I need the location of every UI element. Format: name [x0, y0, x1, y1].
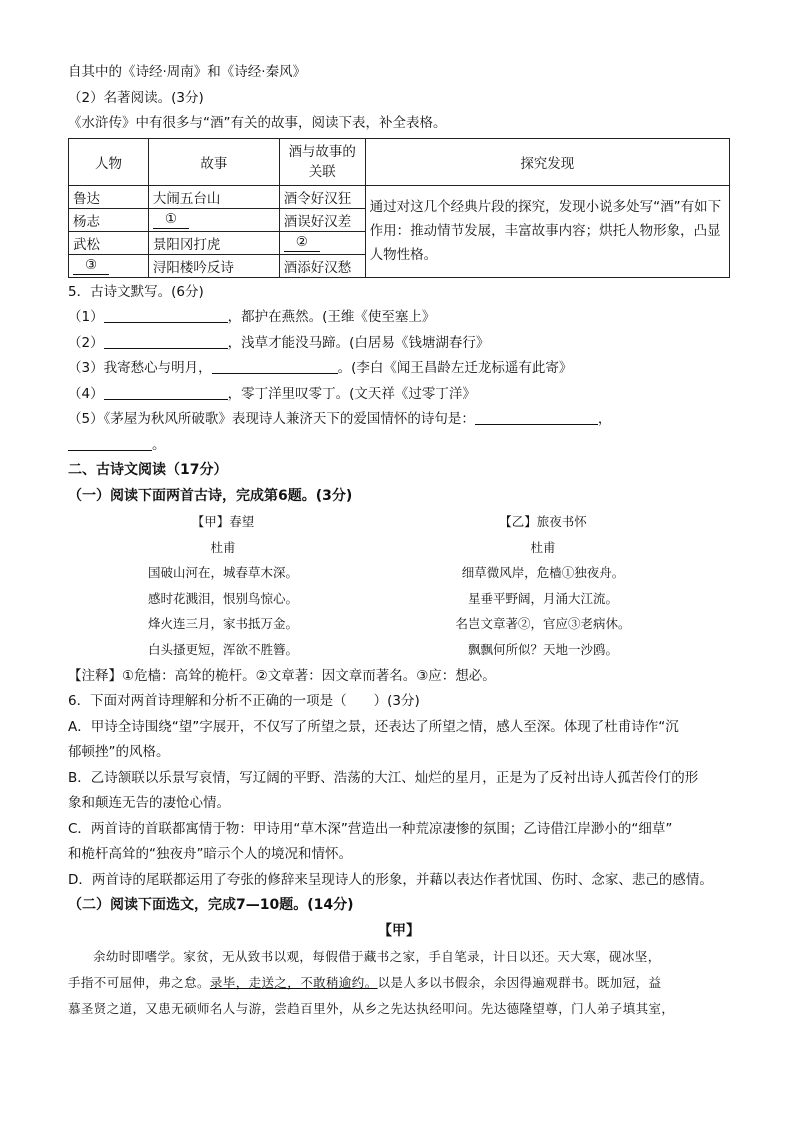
- q5-item-3: [68, 356, 730, 382]
- poems-block: [68, 509, 730, 664]
- answer-blank[interactable]: [475, 409, 598, 425]
- cell-link: 酒误好汉差: [279, 208, 365, 231]
- poem-line: 细草微风岸，危樯①独夜舟。: [461, 565, 625, 580]
- q5-item-5: [68, 407, 730, 433]
- cell-person: 鲁达: [69, 185, 149, 208]
- poem-author: 杜甫: [530, 539, 556, 555]
- option-a-line2[interactable]: 郁顿挫”的风格。: [68, 744, 170, 760]
- q5-item-text: ，: [597, 411, 612, 427]
- section-2-title: 二、古诗文阅读（17分）: [68, 462, 228, 478]
- blank-1[interactable]: ①: [153, 211, 189, 229]
- header-link-line1: 酒与故事的: [288, 143, 356, 160]
- question-5-title: 5．古诗文默写。(6分): [68, 283, 204, 300]
- q5-item-text: （5）《茅屋为秋风所破歌》表现诗人兼济天下的爱国情怀的诗句是：: [68, 411, 475, 427]
- q5-item-num: （1）: [68, 309, 104, 325]
- q5-item-num: （2）: [68, 334, 104, 351]
- passage-line: 慕圣贤之道，又患无硕师名人与游，尝趋百里外，从乡之先达执经叩问。先达德隆望尊，门人弟子填其室，: [68, 1001, 675, 1016]
- cell-finding: 通过对这几个经典片段的探究，发现小说多处写“酒”有如下作用：推动情节发展，丰富故事内容；烘托人物形象，凸显人物性格。: [365, 185, 729, 277]
- q5-item-text: ，都护在燕然。(王维《使至塞上》: [227, 309, 436, 325]
- answer-blank[interactable]: [68, 435, 152, 451]
- option-b-line1[interactable]: B．乙诗颔联以乐景写哀情，写辽阔的平野、浩荡的大江、灿烂的星月，正是为了反衬出诗人孤苦伶仃的形: [68, 769, 699, 786]
- answer-blank[interactable]: [104, 384, 228, 400]
- poem-title: 【乙】旅夜书怀: [499, 514, 587, 529]
- water-margin-table: [68, 138, 730, 278]
- table-header-row: [69, 138, 730, 185]
- cell-link: 酒令好汉狂: [279, 185, 365, 208]
- cell-person-blank[interactable]: [69, 254, 149, 277]
- q5-item-num: （4）: [68, 385, 104, 402]
- passage-line: 余幼时即嗜学。家贫，无从致书以观，每假借于藏书之家，手自笔录，计日以还。天大寒，砚冰坚，: [93, 949, 661, 964]
- q5-item-1: [68, 305, 730, 331]
- section-2-part-2-title: （二）阅读下面选文，完成7—10题。(14分): [68, 897, 354, 913]
- blank-2[interactable]: ②: [284, 234, 320, 252]
- annotation: 【注释】①危樯：高耸的桅杆。②文章著：因文章而著名。③应：想必。: [68, 668, 496, 684]
- cell-person: 杨志: [69, 208, 149, 231]
- q5-item-4: [68, 382, 730, 408]
- passage-underlined-sentence: 录毕，走送之，不敢稍逾约。: [209, 975, 378, 990]
- passage-text: [68, 944, 730, 1022]
- poem-line: 烽火连三月，家书抵万金。: [147, 616, 298, 631]
- passage-line: [68, 970, 730, 996]
- table-row: [69, 185, 730, 208]
- q5-item-text: ，零丁洋里叹零丁。(文天祥《过零丁洋》: [227, 385, 476, 402]
- option-d[interactable]: D．两首诗的尾联都运用了夸张的修辞来呈现诗人的形象，并藉以表达作者忧国、伤时、念家、悲己的感情。: [68, 871, 713, 888]
- q5-item-text: 。(李白《闻王昌龄左迁龙标遥有此寄》: [337, 360, 573, 376]
- passage-segment: 手指不可屈伸，弗之怠。: [68, 975, 210, 990]
- poem-b: [393, 509, 693, 662]
- header-link: [279, 138, 365, 185]
- q5-item-num: （3）: [68, 360, 104, 376]
- cell-story: 浔阳楼吟反诗: [148, 254, 279, 277]
- question-4-2-title: （2）名著阅读。(3分): [68, 89, 204, 106]
- poem-line: 国破山河在，城春草木深。: [147, 565, 298, 580]
- section-2-part-1-title: （一）阅读下面两首古诗，完成第6题。(3分): [68, 487, 353, 504]
- poem-line: 名岂文章著②，官应③老病休。: [455, 616, 631, 631]
- q5-item-5-cont: [68, 433, 730, 459]
- q5-item-text: ，浅草才能没马蹄。(白居易《钱塘湖春行》: [227, 334, 490, 351]
- q5-item-text: 。: [152, 436, 166, 453]
- text-line: 自其中的《诗经·周南》和《诗经·秦风》: [68, 64, 307, 80]
- cell-person: 武松: [69, 231, 149, 254]
- exam-page: [68, 60, 730, 1022]
- answer-blank[interactable]: [212, 358, 338, 374]
- header-link-line2: 关联: [308, 163, 336, 180]
- cell-link: 酒添好汉愁: [279, 254, 365, 277]
- option-a-line1[interactable]: A．甲诗全诗围绕“望”字展开，不仅写了所望之景，还表达了所望之情，感人至深。体现了杜甫诗作“沉: [68, 718, 679, 735]
- cell-story: 大闹五台山: [148, 185, 279, 208]
- answer-blank[interactable]: [104, 333, 228, 349]
- header-story: 故事: [148, 138, 279, 185]
- header-finding: 探究发现: [365, 138, 729, 185]
- poem-title: 【甲】春望: [191, 514, 255, 529]
- passage-segment: 以是人多以书假余，余因得遍观群书。既加冠，益: [377, 975, 662, 990]
- blank-3[interactable]: ③: [73, 257, 109, 275]
- poem-a: [73, 509, 373, 662]
- cell-story-blank[interactable]: [148, 208, 279, 231]
- option-c-line2[interactable]: 和桅杆高耸的“独夜舟”暗示个人的境况和情怀。: [68, 846, 352, 862]
- header-person: 人物: [69, 138, 149, 185]
- poem-line: 星垂平野阔，月涌大江流。: [467, 590, 618, 606]
- poem-line: 飘飘何所似？天地一沙鸥。: [467, 641, 618, 657]
- question-4-2-instruction: 《水浒传》中有很多与“酒”有关的故事，阅读下表，补全表格。: [68, 115, 447, 131]
- q5-item-pre: 我寄愁心与明月，: [103, 360, 212, 376]
- option-c-line1[interactable]: C．两首诗的首联都寓情于物：甲诗用“草木深”营造出一种荒凉凄惨的氛围；乙诗借江岸渺小的“细草”: [68, 820, 673, 837]
- answer-blank[interactable]: [104, 307, 228, 323]
- poem-author: 杜甫: [210, 539, 236, 555]
- cell-story: 景阳冈打虎: [148, 231, 279, 254]
- question-6-title: 6．下面对两首诗理解和分析不正确的一项是（ ）(3分): [68, 693, 420, 709]
- passage-label: 【甲】: [378, 922, 420, 939]
- option-b-line2[interactable]: 象和颠连无告的凄怆心情。: [68, 795, 230, 811]
- poem-line: 白头搔更短，浑欲不胜簪。: [147, 641, 298, 657]
- cell-link-blank[interactable]: [279, 231, 365, 254]
- poem-line: 感时花溅泪，恨别鸟惊心。: [147, 590, 298, 606]
- q5-item-2: [68, 331, 730, 357]
